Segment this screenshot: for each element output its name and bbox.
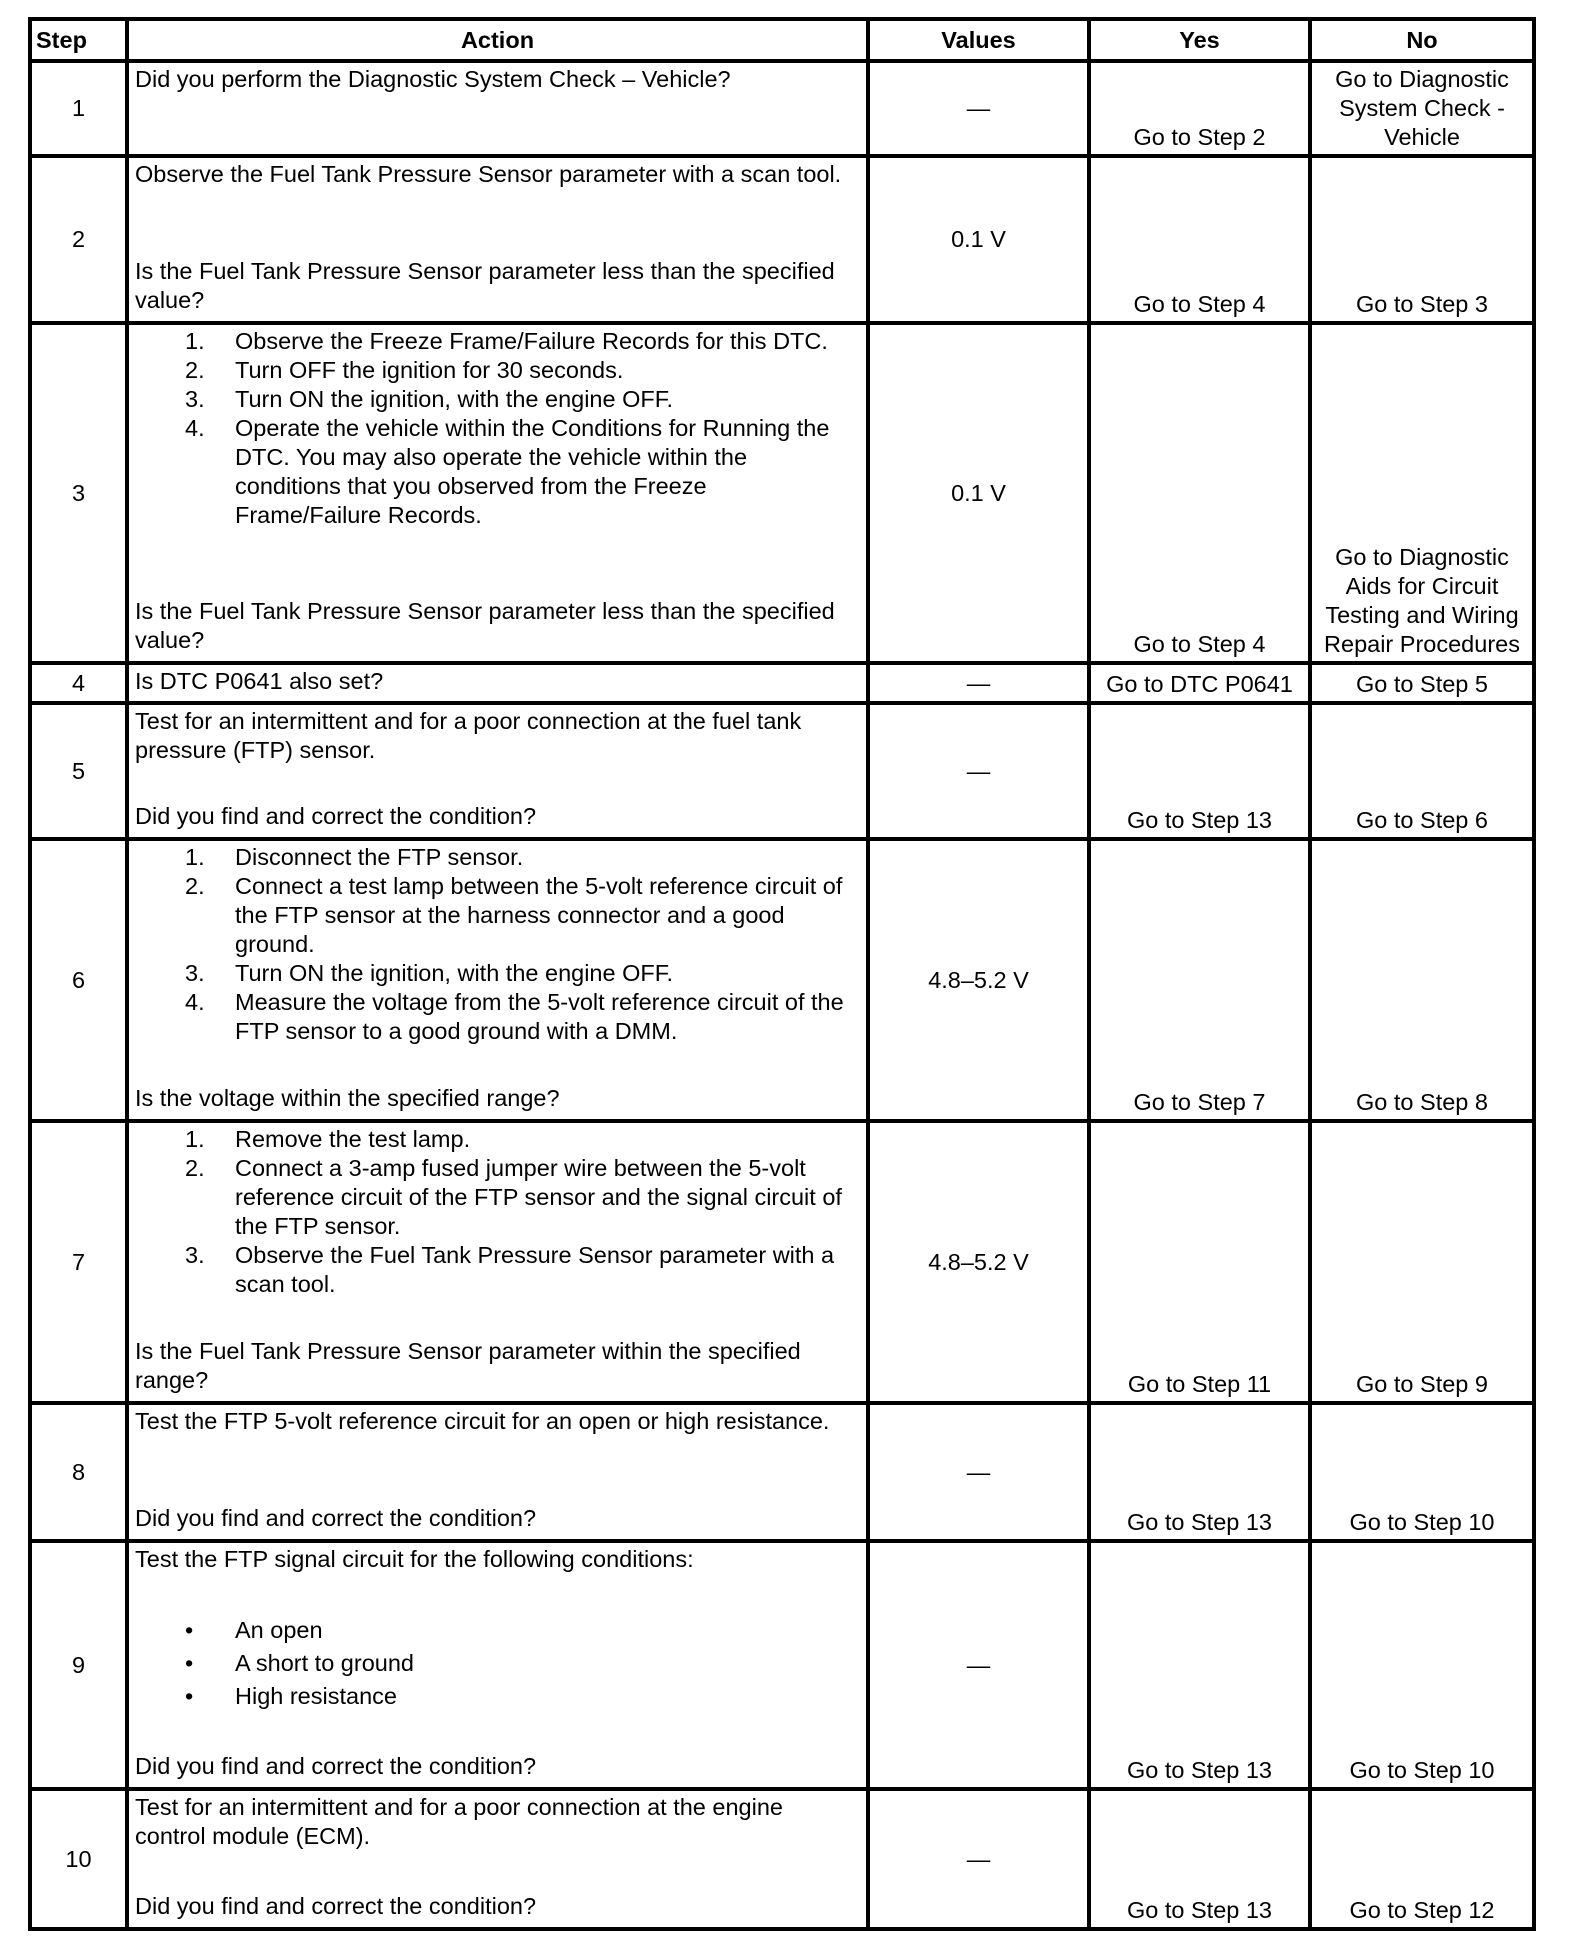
no-cell: Go to Step 8 xyxy=(1310,839,1534,1121)
procedure-number: 2. xyxy=(185,873,205,899)
procedure-list xyxy=(135,1125,858,1299)
table-row xyxy=(30,663,1534,703)
procedure-item xyxy=(135,843,858,872)
yes-cell: Go to Step 11 xyxy=(1089,1121,1310,1403)
procedure-number: 1. xyxy=(185,844,205,870)
no-cell: Go to Step 6 xyxy=(1310,703,1534,839)
action-instructions xyxy=(135,327,858,530)
procedure-text: Remove the test lamp. xyxy=(235,1126,471,1152)
action-instructions xyxy=(135,65,858,94)
action-content xyxy=(135,160,858,315)
action-text: Is DTC P0641 also set? xyxy=(135,668,384,694)
procedure-item xyxy=(135,959,858,988)
no-cell: Go to Step 12 xyxy=(1310,1789,1534,1929)
yes-cell: Go to Step 13 xyxy=(1089,1789,1310,1929)
value-cell: — xyxy=(868,1541,1089,1789)
table-row xyxy=(30,156,1534,323)
step-number: 9 xyxy=(30,1541,127,1789)
table-row xyxy=(30,1403,1534,1541)
action-cell xyxy=(127,156,868,323)
procedure-number: 4. xyxy=(185,989,205,1015)
header-values: Values xyxy=(868,19,1089,61)
procedure-text: Observe the Fuel Tank Pressure Sensor parameter with a scan tool. xyxy=(235,1242,835,1297)
diagnostic-table xyxy=(28,17,1536,1931)
table-row xyxy=(30,323,1534,663)
value-cell: — xyxy=(868,1789,1089,1929)
procedure-text: Turn ON the ignition, with the engine OFF. xyxy=(235,386,674,412)
action-text: Did you perform the Diagnostic System Check – Vehicle? xyxy=(135,66,731,92)
procedure-number: 3. xyxy=(185,960,205,986)
step-number: 10 xyxy=(30,1789,127,1929)
header-yes: Yes xyxy=(1089,19,1310,61)
procedure-item xyxy=(135,872,858,959)
procedure-number: 1. xyxy=(185,328,205,354)
no-cell: Go to Step 3 xyxy=(1310,156,1534,323)
table-row xyxy=(30,1541,1534,1789)
procedure-number: 2. xyxy=(185,357,205,383)
procedure-item xyxy=(135,1241,858,1299)
condition-text: High resistance xyxy=(235,1683,397,1709)
action-question: Did you find and correct the condition? xyxy=(135,803,537,829)
action-question: Did you find and correct the condition? xyxy=(135,1753,537,1779)
action-content xyxy=(135,667,858,696)
step-number: 6 xyxy=(30,839,127,1121)
action-text: Test for an intermittent and for a poor connection at the fuel tank pressure (FTP) sensor. xyxy=(135,708,802,763)
action-content xyxy=(135,843,858,1113)
condition-text: An open xyxy=(235,1617,323,1643)
action-instructions xyxy=(135,1407,858,1436)
yes-cell: Go to Step 13 xyxy=(1089,1403,1310,1541)
action-instructions xyxy=(135,1125,858,1299)
action-text: Observe the Fuel Tank Pressure Sensor parameter with a scan tool. xyxy=(135,161,842,187)
value-cell: 0.1 V xyxy=(868,323,1089,663)
step-number: 7 xyxy=(30,1121,127,1403)
procedure-item xyxy=(135,327,858,356)
procedure-list xyxy=(135,327,858,530)
action-question: Is the Fuel Tank Pressure Sensor parameter less than the specified value? xyxy=(135,258,835,313)
yes-cell: Go to Step 13 xyxy=(1089,703,1310,839)
bullet-icon: • xyxy=(185,1650,194,1676)
action-cell xyxy=(127,61,868,156)
yes-cell: Go to Step 13 xyxy=(1089,1541,1310,1789)
condition-item xyxy=(135,1614,858,1647)
procedure-text: Observe the Freeze Frame/Failure Records for this DTC. xyxy=(235,328,828,354)
no-cell: Go to Diagnostic System Check - Vehicle xyxy=(1310,61,1534,156)
action-cell xyxy=(127,1789,868,1929)
procedure-number: 4. xyxy=(185,415,205,441)
table-body xyxy=(30,61,1534,1929)
step-number: 4 xyxy=(30,663,127,703)
step-number: 1 xyxy=(30,61,127,156)
value-cell: 4.8–5.2 V xyxy=(868,839,1089,1121)
procedure-item xyxy=(135,414,858,530)
action-instructions xyxy=(135,843,858,1046)
step-number: 5 xyxy=(30,703,127,839)
action-content xyxy=(135,327,858,655)
no-cell: Go to Step 9 xyxy=(1310,1121,1534,1403)
header-step: Step xyxy=(30,19,127,61)
action-cell xyxy=(127,839,868,1121)
action-content xyxy=(135,1407,858,1533)
action-content xyxy=(135,1125,858,1395)
action-content xyxy=(135,1545,858,1781)
procedure-number: 3. xyxy=(185,386,205,412)
header-no: No xyxy=(1310,19,1534,61)
action-content xyxy=(135,1793,858,1921)
yes-cell: Go to Step 2 xyxy=(1089,61,1310,156)
no-cell: Go to Step 5 xyxy=(1310,663,1534,703)
step-number: 2 xyxy=(30,156,127,323)
procedure-text: Disconnect the FTP sensor. xyxy=(235,844,524,870)
procedure-item xyxy=(135,1125,858,1154)
table-row xyxy=(30,1789,1534,1929)
procedure-item xyxy=(135,1154,858,1241)
action-instructions xyxy=(135,1793,858,1851)
procedure-text: Turn ON the ignition, with the engine OFF. xyxy=(235,960,674,986)
procedure-number: 3. xyxy=(185,1242,205,1268)
action-text: Test the FTP 5-volt reference circuit for an open or high resistance. xyxy=(135,1408,830,1434)
action-question: Is the Fuel Tank Pressure Sensor parameter less than the specified value? xyxy=(135,598,835,653)
action-instructions xyxy=(135,1545,858,1713)
action-cell xyxy=(127,1541,868,1789)
yes-cell: Go to Step 4 xyxy=(1089,323,1310,663)
action-instructions xyxy=(135,160,858,189)
value-cell: — xyxy=(868,663,1089,703)
table-row xyxy=(30,61,1534,156)
action-instructions xyxy=(135,707,858,765)
action-cell xyxy=(127,323,868,663)
action-instructions xyxy=(135,667,858,696)
condition-text: A short to ground xyxy=(235,1650,414,1676)
value-cell: 4.8–5.2 V xyxy=(868,1121,1089,1403)
procedure-number: 2. xyxy=(185,1155,205,1181)
value-cell: — xyxy=(868,1403,1089,1541)
no-cell: Go to Step 10 xyxy=(1310,1403,1534,1541)
procedure-text: Connect a test lamp between the 5-volt reference circuit of the FTP sensor at the harness connector and a good ground. xyxy=(235,873,843,957)
action-text: Test for an intermittent and for a poor connection at the engine control module (ECM). xyxy=(135,1794,783,1849)
no-cell: Go to Diagnostic Aids for Circuit Testing and Wiring Repair Procedures xyxy=(1310,323,1534,663)
yes-cell: Go to DTC P0641 xyxy=(1089,663,1310,703)
header-row xyxy=(30,19,1534,61)
procedure-text: Connect a 3-amp fused jumper wire between the 5-volt reference circuit of the FTP sensor and the signal circuit of the FTP sensor. xyxy=(235,1155,842,1239)
table-row xyxy=(30,1121,1534,1403)
procedure-text: Operate the vehicle within the Conditions for Running the DTC. You may also operate the vehicle within the conditions that you observed from the Freeze Frame/Failure Records. xyxy=(235,415,830,528)
procedure-list xyxy=(135,843,858,1046)
procedure-text: Measure the voltage from the 5-volt reference circuit of the FTP sensor to a good ground with a DMM. xyxy=(235,989,844,1044)
yes-cell: Go to Step 4 xyxy=(1089,156,1310,323)
action-question: Is the voltage within the specified range? xyxy=(135,1085,560,1111)
procedure-item xyxy=(135,988,858,1046)
action-content xyxy=(135,65,858,148)
action-question: Did you find and correct the condition? xyxy=(135,1893,537,1919)
value-cell: — xyxy=(868,703,1089,839)
bullet-icon: • xyxy=(185,1617,194,1643)
bullet-icon: • xyxy=(185,1683,194,1709)
condition-item xyxy=(135,1647,858,1680)
no-cell: Go to Step 10 xyxy=(1310,1541,1534,1789)
condition-item xyxy=(135,1680,858,1713)
action-question: Did you find and correct the condition? xyxy=(135,1505,537,1531)
procedure-text: Turn OFF the ignition for 30 seconds. xyxy=(235,357,624,383)
value-cell: 0.1 V xyxy=(868,156,1089,323)
procedure-number: 1. xyxy=(185,1126,205,1152)
action-content xyxy=(135,707,858,831)
value-cell: — xyxy=(868,61,1089,156)
procedure-item xyxy=(135,356,858,385)
step-number: 3 xyxy=(30,323,127,663)
action-question: Is the Fuel Tank Pressure Sensor parameter within the specified range? xyxy=(135,1338,801,1393)
table-row xyxy=(30,703,1534,839)
action-cell xyxy=(127,663,868,703)
action-cell xyxy=(127,1121,868,1403)
step-number: 8 xyxy=(30,1403,127,1541)
procedure-item xyxy=(135,385,858,414)
condition-list xyxy=(135,1614,858,1713)
table-row xyxy=(30,839,1534,1121)
action-cell xyxy=(127,703,868,839)
header-action: Action xyxy=(127,19,868,61)
yes-cell: Go to Step 7 xyxy=(1089,839,1310,1121)
action-text: Test the FTP signal circuit for the following conditions: xyxy=(135,1546,694,1572)
action-cell xyxy=(127,1403,868,1541)
